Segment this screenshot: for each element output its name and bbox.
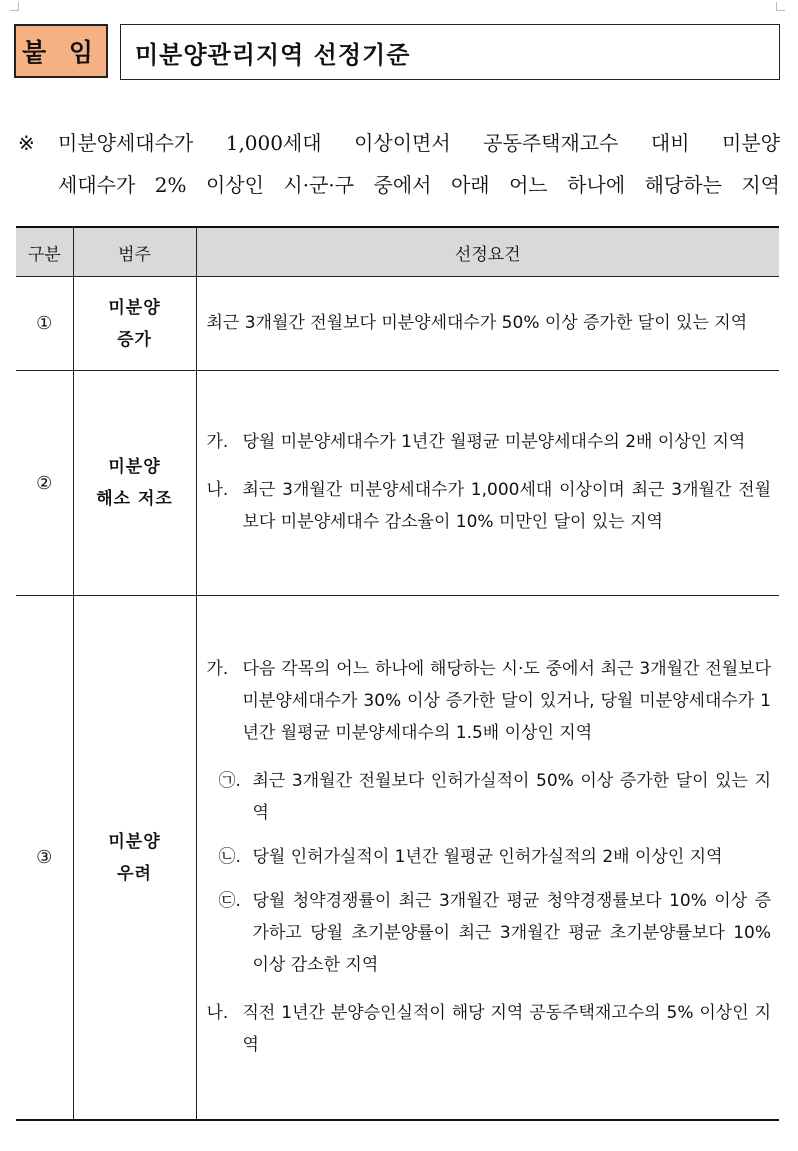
item-label: 가.	[206, 658, 229, 679]
row-category	[73, 596, 196, 1121]
note-line-1: 미분양세대수가 1,000세대 이상이면서 공동주택재고수 대비 미분양	[58, 131, 780, 155]
item-text: 당월 미분양세대수가 1년간 월평균 미분양세대수의 2배 이상인 지역	[242, 432, 746, 452]
item-text: 직전 1년간 분양승인실적이 해당 지역 공동주택재고수의 5% 이상인 지역	[242, 1002, 771, 1055]
item-text: 다음 각목의 어느 하나에 해당하는 시·도 중에서 최근 3개월간 전월보다 미분양세대수가 30% 이상 증가한 달이 있거나, 당월 미분양세대수가 1년간 월평균 미분양세대수의 1.5배 이상인 지역	[242, 658, 771, 743]
row-number: ②	[16, 371, 73, 596]
page-corner-mark-right	[776, 2, 785, 11]
note-line-2: 세대수가 2% 이상인 시·군·구 중에서 아래 어느 하나에 해당하는 지역	[58, 173, 780, 197]
header-division: 구분	[16, 227, 73, 277]
row-requirement	[196, 371, 779, 596]
reference-mark: ※	[18, 131, 35, 155]
sub-item-text: 최근 3개월간 전월보다 인허가실적이 50% 이상 증가한 달이 있는 지역	[252, 770, 771, 823]
page-corner-mark-left	[10, 2, 19, 11]
row-number: ③	[16, 596, 73, 1121]
table-header-row	[16, 227, 779, 277]
sub-item-text: 당월 인허가실적이 1년간 월평균 인허가실적의 2배 이상인 지역	[252, 846, 723, 867]
row-category	[73, 277, 196, 371]
attachment-badge: 붙 임	[14, 24, 108, 78]
category-line: 미분양	[108, 297, 161, 318]
header-category: 범주	[73, 227, 196, 277]
table-row	[16, 371, 779, 596]
requirement-item	[207, 653, 772, 749]
category-line: 해소 저조	[96, 489, 173, 509]
row-requirement	[196, 596, 779, 1121]
table-row	[16, 277, 779, 371]
requirement-item	[207, 426, 772, 458]
item-text: 최근 3개월간 미분양세대수가 1,000세대 이상이며 최근 3개월간 전월보다 미분양세대수 감소율이 10% 미만인 달이 있는 지역	[242, 480, 771, 532]
header-requirement: 선정요건	[196, 227, 779, 277]
criteria-table	[16, 226, 779, 1121]
sub-item-label: ㉠.	[218, 770, 241, 791]
table-row	[16, 596, 779, 1121]
category-line: 미분양	[108, 831, 161, 852]
item-label: 나.	[206, 480, 229, 500]
sub-item	[219, 841, 772, 873]
sub-item	[219, 885, 772, 981]
sub-item	[219, 765, 772, 829]
requirement-text: 최근 3개월간 전월보다 미분양세대수가 50% 이상 증가한 달이 있는 지역	[206, 312, 748, 333]
category-line: 증가	[117, 329, 152, 350]
sub-item-text: 당월 청약경쟁률이 최근 3개월간 평균 청약경쟁률보다 10% 이상 증가하고 당월 초기분양률이 최근 3개월간 평균 초기분양률보다 10% 이상 감소한 지역	[252, 890, 771, 975]
category-line: 미분양	[108, 457, 161, 477]
requirement-item	[207, 474, 772, 538]
item-label: 나.	[206, 1002, 229, 1023]
category-line: 우려	[117, 863, 152, 884]
criteria-note	[18, 122, 780, 206]
item-label: 가.	[206, 432, 229, 452]
row-number: ①	[16, 277, 73, 371]
requirement-item	[207, 997, 772, 1061]
row-category	[73, 371, 196, 596]
page-title: 미분양관리지역 선정기준	[120, 24, 780, 80]
row-requirement	[196, 277, 779, 371]
sub-item-label: ㉡.	[218, 846, 241, 867]
sub-item-label: ㉢.	[218, 890, 241, 911]
